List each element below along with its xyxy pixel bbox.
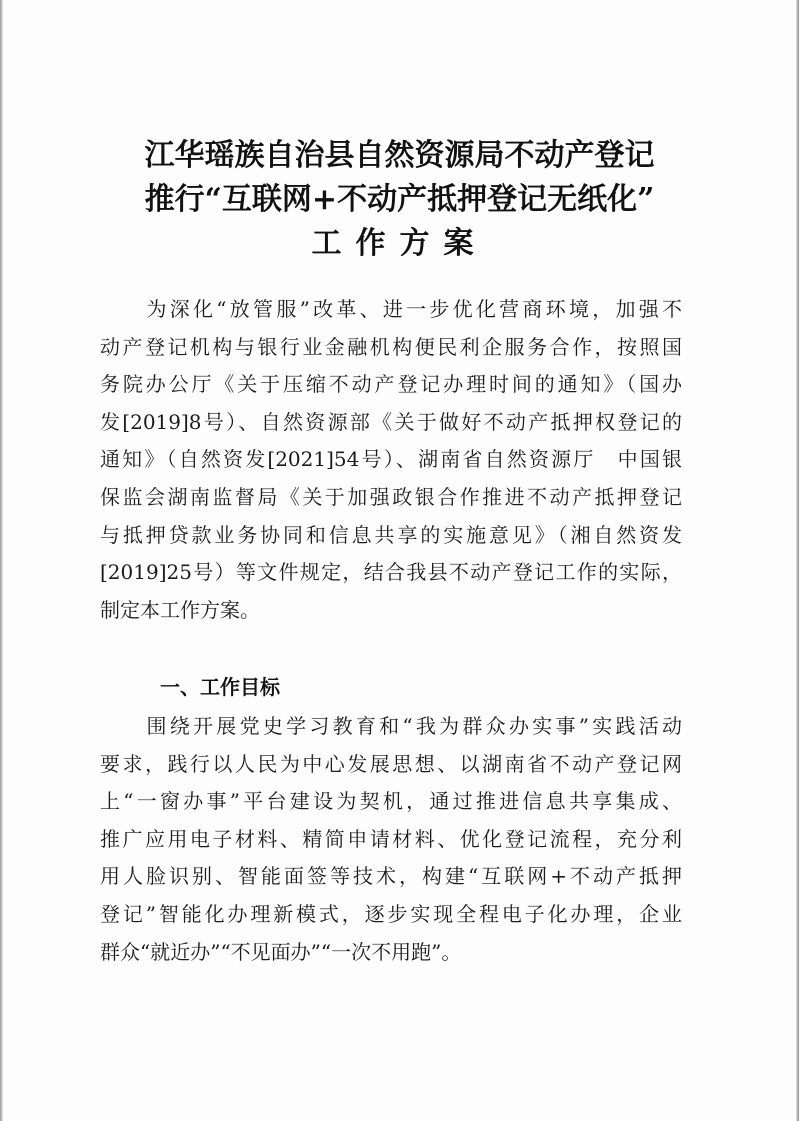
document-title: [0, 134, 799, 266]
paragraph-line: 保监会湖南监督局《关于加强政银合作推进不动产抵押登记: [100, 484, 682, 509]
paragraph-line: 要求，践行以人民为中心发展思想、以湖南省不动产登记网: [100, 751, 682, 776]
paragraph-line: 务院办公厅《关于压缩不动产登记办理时间的通知》（国办: [100, 372, 682, 397]
paragraph-line: 动产登记机构与银行业金融机构便民利企服务合作，按照国: [100, 334, 682, 359]
paragraph-line: 登记”智能化办理新模式，逐步实现全程电子化办理，企业: [100, 901, 682, 926]
paragraph-line: 用人脸识别、智能面签等技术，构建“互联网+不动产抵押: [100, 864, 682, 889]
paragraph-line: 群众“就近办”“不见面办”“一次不用跑”。: [100, 939, 462, 964]
paragraph-intro: [100, 291, 682, 629]
section-heading-goals: 一、工作目标: [160, 675, 280, 699]
paragraph-line: 发[2019]8号）、自然资源部《关于做好不动产抵押权登记的: [100, 409, 682, 434]
paragraph-line: 制定本工作方案。: [100, 597, 260, 622]
paragraph-line: 推广应用电子材料、精简申请材料、优化登记流程，充分利: [100, 826, 682, 851]
title-line-2: 推行“互联网+不动产抵押登记无纸化”: [144, 182, 655, 217]
paragraph-line: [2019]25号）等文件规定，结合我县不动产登记工作的实际，: [100, 560, 682, 585]
title-line-1: 江华瑶族自治县自然资源局不动产登记: [144, 138, 655, 173]
title-line-3: 工作方案: [311, 226, 488, 261]
paragraph-line: 通知》（自然资发[2021]54号）、湖南省自然资源厅 中国银: [100, 447, 682, 472]
paragraph-line: 为深化“放管服”改革、进一步优化营商环境，加强不: [100, 297, 682, 321]
paragraph-line: 上“一窗办事”平台建设为契机，通过推进信息共享集成、: [100, 789, 682, 814]
paragraph-line: 围绕开展党史学习教育和“我为群众办实事”实践活动: [100, 714, 682, 738]
paragraph-line: 与抵押贷款业务协同和信息共享的实施意见》（湘自然资发: [100, 522, 682, 547]
paragraph-goals: [100, 708, 682, 971]
